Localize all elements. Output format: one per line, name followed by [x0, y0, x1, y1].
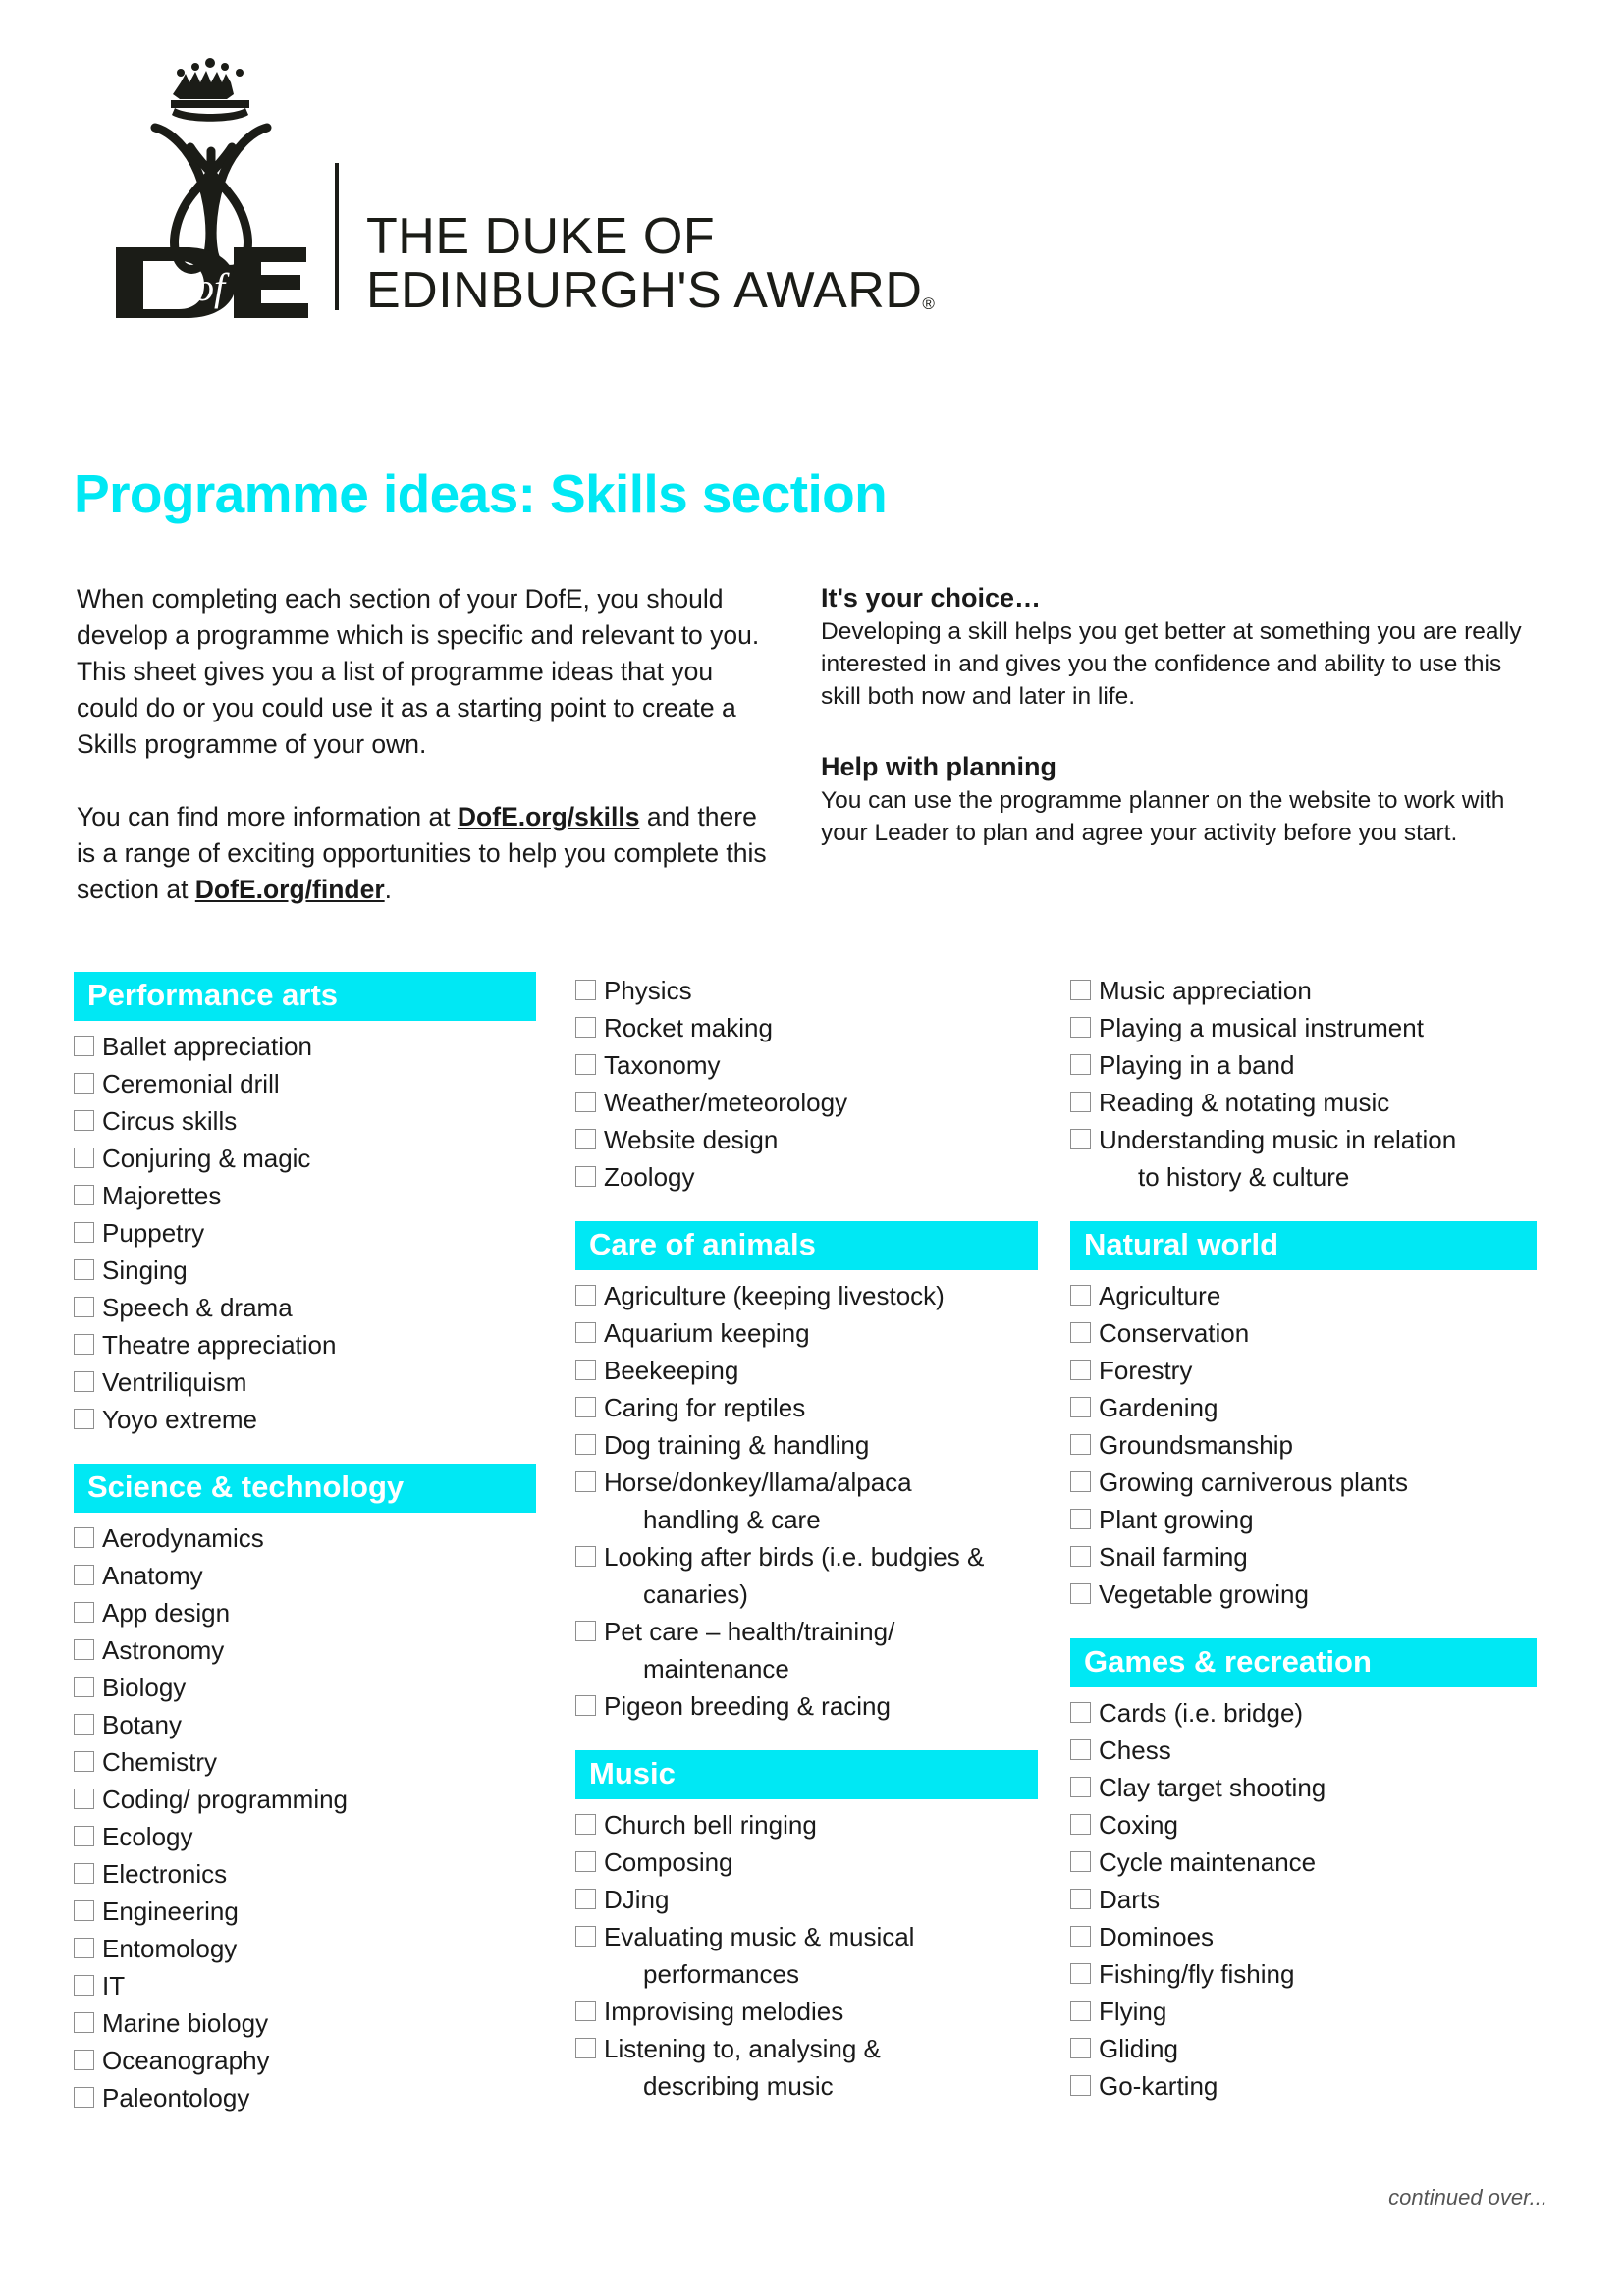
checkbox-icon[interactable]	[575, 1360, 596, 1380]
list-item[interactable]	[1070, 1084, 1551, 1121]
checkbox-icon[interactable]	[1070, 1851, 1091, 1872]
checkbox-icon[interactable]	[74, 1714, 94, 1735]
list-item[interactable]	[74, 1289, 545, 1326]
checkbox-icon[interactable]	[1070, 1322, 1091, 1343]
list-item-label: Caring for reptiles	[604, 1393, 806, 1422]
list-item-label: Improvising melodies	[604, 1997, 844, 2026]
list-science-technology-part2	[575, 972, 1056, 1196]
checkbox-icon[interactable]	[74, 1110, 94, 1131]
list-item-label: Pigeon breeding & racing	[604, 1691, 891, 1721]
checkbox-icon[interactable]	[1070, 1129, 1091, 1149]
list-item[interactable]	[74, 1631, 545, 1669]
list-item-label: Botany	[102, 1710, 182, 1739]
checkbox-icon[interactable]	[575, 1851, 596, 1872]
checkbox-icon[interactable]	[575, 1129, 596, 1149]
checkbox-icon[interactable]	[1070, 1814, 1091, 1835]
list-item-label: Fishing/fly fishing	[1099, 1959, 1295, 1989]
list-item[interactable]	[575, 1426, 1056, 1464]
list-item[interactable]	[1070, 2067, 1551, 2105]
checkbox-icon[interactable]	[74, 1639, 94, 1660]
list-games-recreation	[1070, 1694, 1551, 2105]
list-item[interactable]	[575, 1389, 1056, 1426]
list-item[interactable]	[1070, 1352, 1551, 1389]
list-item[interactable]	[74, 2079, 545, 2116]
checkbox-icon[interactable]	[1070, 1092, 1091, 1112]
checklist-column-2	[575, 972, 1056, 2105]
checkbox-icon[interactable]	[1070, 1054, 1091, 1075]
checkbox-icon[interactable]	[74, 1602, 94, 1623]
list-item-label: Engineering	[102, 1896, 239, 1926]
intro-paragraph-2	[77, 799, 774, 908]
list-item-label: Playing a musical instrument	[1099, 1013, 1424, 1042]
checkbox-icon[interactable]	[74, 1826, 94, 1846]
list-item-label: Anatomy	[102, 1561, 203, 1590]
checkbox-icon[interactable]	[1070, 1739, 1091, 1760]
checkbox-icon[interactable]	[1070, 1963, 1091, 1984]
list-item-label: Majorettes	[102, 1181, 222, 1210]
intro-left-column	[77, 581, 774, 908]
list-item[interactable]	[575, 1881, 1056, 1918]
list-item-label: Weather/meteorology	[604, 1088, 848, 1117]
list-item-label: Snail farming	[1099, 1542, 1248, 1572]
list-item-label: Gardening	[1099, 1393, 1218, 1422]
checkbox-icon[interactable]	[575, 1926, 596, 1947]
list-item[interactable]	[1070, 1732, 1551, 1769]
list-item-label: Ecology	[102, 1822, 193, 1851]
checkbox-icon[interactable]	[1070, 1889, 1091, 1909]
checkbox-icon[interactable]	[1070, 1546, 1091, 1567]
checkbox-icon[interactable]	[74, 1259, 94, 1280]
list-item[interactable]	[1070, 1843, 1551, 1881]
list-music-part1	[575, 1806, 1056, 2105]
list-item[interactable]	[575, 1009, 1056, 1046]
list-item[interactable]	[74, 1065, 545, 1102]
list-item[interactable]	[74, 1140, 545, 1177]
list-performance-arts	[74, 1028, 545, 1438]
section-gap	[575, 1725, 1056, 1750]
section-gap	[74, 1438, 545, 1464]
list-item[interactable]	[74, 1893, 545, 1930]
list-item-label: Circus skills	[102, 1106, 238, 1136]
checkbox-icon[interactable]	[74, 1789, 94, 1809]
intro-p2-middle: and there is a range of exciting opportunities to help you complete this section at	[77, 802, 767, 904]
checkbox-icon[interactable]	[74, 1900, 94, 1921]
checkbox-icon[interactable]	[575, 1322, 596, 1343]
section-heading-music: Music	[575, 1750, 1038, 1799]
checkbox-icon[interactable]	[74, 1863, 94, 1884]
list-item[interactable]	[575, 2030, 1056, 2105]
list-item-label: Zoology	[604, 1162, 695, 1192]
list-item-label: Go-karting	[1099, 2071, 1218, 2101]
list-item[interactable]	[575, 1084, 1056, 1121]
checkbox-icon[interactable]	[1070, 980, 1091, 1000]
dofe-logo	[110, 57, 935, 320]
its-your-choice-body: Developing a skill helps you get better at something you are really interested in and gives you the confidence and ability to use this skill both now and later in life.	[821, 618, 1522, 710]
intro-p2-before: You can find more information at	[77, 802, 458, 831]
list-item-label: Groundsmanship	[1099, 1430, 1293, 1460]
checkbox-icon[interactable]	[74, 1185, 94, 1205]
list-item[interactable]	[74, 1743, 545, 1781]
list-item[interactable]	[1070, 1314, 1551, 1352]
list-item-label: Forestry	[1099, 1356, 1193, 1385]
checklist-columns	[0, 972, 1624, 2248]
list-item-label: Biology	[102, 1673, 187, 1702]
list-science-technology-part1	[74, 1520, 545, 2116]
checkbox-icon[interactable]	[575, 1546, 596, 1567]
list-item-label: Paleontology	[102, 2083, 250, 2112]
list-item[interactable]	[1070, 1769, 1551, 1806]
section-heading-natural-world: Natural world	[1070, 1221, 1537, 1270]
list-item[interactable]	[575, 1046, 1056, 1084]
intro-p2-after: .	[384, 875, 393, 904]
list-item-label: IT	[102, 1971, 126, 2001]
list-item-label: Pet care – health/training/ maintenance	[604, 1617, 895, 1683]
list-item[interactable]	[1070, 1993, 1551, 2030]
list-item-label: Church bell ringing	[604, 1810, 817, 1840]
list-item[interactable]	[74, 1252, 545, 1289]
section-heading-science-technology: Science & technology	[74, 1464, 536, 1513]
list-item-label: Ballet appreciation	[102, 1032, 312, 1061]
list-item-label: Conservation	[1099, 1318, 1250, 1348]
checkbox-icon[interactable]	[74, 1371, 94, 1392]
list-item[interactable]	[575, 1277, 1056, 1314]
list-item[interactable]	[74, 1930, 545, 1967]
checkbox-icon[interactable]	[575, 1092, 596, 1112]
list-item-label: Cycle maintenance	[1099, 1847, 1317, 1877]
checkbox-icon[interactable]	[1070, 1434, 1091, 1455]
list-item[interactable]	[575, 1918, 1056, 1993]
list-item[interactable]	[1070, 1046, 1551, 1084]
checkbox-icon[interactable]	[74, 1036, 94, 1056]
list-item[interactable]	[575, 1158, 1056, 1196]
logo-line-2: EDINBURGH'S AWARD®	[366, 261, 936, 319]
checkbox-icon[interactable]	[74, 1222, 94, 1243]
list-item[interactable]	[74, 1967, 545, 2004]
checkbox-icon[interactable]	[575, 1889, 596, 1909]
list-item-label: Aerodynamics	[102, 1523, 264, 1553]
help-with-planning-block	[821, 750, 1538, 849]
list-item[interactable]	[1070, 1464, 1551, 1501]
list-item-label: Website design	[604, 1125, 779, 1154]
list-item[interactable]	[74, 1855, 545, 1893]
list-item-label: Puppetry	[102, 1218, 205, 1248]
checkbox-icon[interactable]	[1070, 1397, 1091, 1417]
list-item[interactable]	[74, 1214, 545, 1252]
checkbox-icon[interactable]	[74, 2087, 94, 2108]
checkbox-icon[interactable]	[575, 1814, 596, 1835]
list-item-label: Chess	[1099, 1735, 1171, 1765]
checkbox-icon[interactable]	[1070, 1509, 1091, 1529]
list-item[interactable]	[74, 1177, 545, 1214]
list-item-label: Looking after birds (i.e. budgies & canaries)	[604, 1542, 985, 1609]
list-item-label: Yoyo extreme	[102, 1405, 258, 1434]
list-item-label: Vegetable growing	[1099, 1579, 1309, 1609]
checkbox-icon[interactable]	[74, 1073, 94, 1094]
list-item-label: Dog training & handling	[604, 1430, 870, 1460]
checkbox-icon[interactable]	[1070, 1702, 1091, 1723]
its-your-choice-block	[821, 581, 1538, 713]
list-item[interactable]	[74, 1520, 545, 1557]
checkbox-icon[interactable]	[1070, 1471, 1091, 1492]
checkbox-icon[interactable]	[74, 1334, 94, 1355]
list-item-label: Reading & notating music	[1099, 1088, 1390, 1117]
list-item[interactable]	[1070, 1277, 1551, 1314]
logo-line-1: THE DUKE OF	[366, 207, 716, 265]
list-item[interactable]	[1070, 1538, 1551, 1575]
list-item-label: Listening to, analysing & describing music	[604, 2034, 881, 2101]
list-item-label: Agriculture	[1099, 1281, 1221, 1310]
list-item-label: Physics	[604, 976, 692, 1005]
section-heading-games-recreation: Games & recreation	[1070, 1638, 1537, 1687]
list-item[interactable]	[575, 1121, 1056, 1158]
list-item-label: Oceanography	[102, 2046, 270, 2075]
list-item[interactable]	[1070, 2030, 1551, 2067]
section-gap	[575, 1196, 1056, 1221]
intro-right-column	[821, 581, 1538, 849]
checkbox-icon[interactable]	[1070, 1777, 1091, 1797]
list-item-label: Taxonomy	[604, 1050, 721, 1080]
list-item[interactable]	[575, 1464, 1056, 1538]
list-item[interactable]	[575, 1314, 1056, 1352]
checkbox-icon[interactable]	[1070, 1583, 1091, 1604]
list-item[interactable]	[1070, 1881, 1551, 1918]
list-item-label: Dominoes	[1099, 1922, 1215, 1951]
checkbox-icon[interactable]	[74, 1751, 94, 1772]
checkbox-icon[interactable]	[74, 1409, 94, 1429]
checkbox-icon[interactable]	[1070, 1285, 1091, 1306]
help-with-planning-heading: Help with planning	[821, 752, 1056, 781]
list-item[interactable]	[74, 1028, 545, 1065]
checkbox-icon[interactable]	[575, 1397, 596, 1417]
intro-paragraph-1: When completing each section of your DofE, you should develop a programme which is specific and relevant to you. This sheet gives you a list of programme ideas that you could do or you could use it as a starting point to create a Skills programme of your own.	[77, 584, 760, 759]
list-item[interactable]	[74, 1781, 545, 1818]
checkbox-icon[interactable]	[575, 1434, 596, 1455]
list-item[interactable]	[74, 1669, 545, 1706]
list-item[interactable]	[1070, 1806, 1551, 1843]
list-item-label: Coding/ programming	[102, 1785, 349, 1814]
list-item-label: Growing carniverous plants	[1099, 1468, 1409, 1497]
its-your-choice-heading: It's your choice…	[821, 583, 1041, 613]
list-item-label: Theatre appreciation	[102, 1330, 337, 1360]
checkbox-icon[interactable]	[575, 2001, 596, 2021]
list-natural-world	[1070, 1277, 1551, 1613]
list-item[interactable]	[1070, 972, 1551, 1009]
list-item[interactable]	[575, 1538, 1056, 1613]
checklist-column-1	[74, 972, 545, 2116]
list-item-label: Plant growing	[1099, 1505, 1254, 1534]
list-item[interactable]	[1070, 1694, 1551, 1732]
list-item[interactable]	[575, 1687, 1056, 1725]
dofe-logo-mark-icon	[110, 57, 311, 320]
logo-divider	[335, 163, 339, 310]
checkbox-icon[interactable]	[1070, 1926, 1091, 1947]
list-item[interactable]	[1070, 1575, 1551, 1613]
list-item-label: Electronics	[102, 1859, 228, 1889]
link-dofe-skills[interactable]: DofE.org/skills	[457, 802, 640, 831]
list-item-label: Chemistry	[102, 1747, 218, 1777]
checkbox-icon[interactable]	[74, 1938, 94, 1958]
section-heading-care-of-animals: Care of animals	[575, 1221, 1038, 1270]
checkbox-icon[interactable]	[575, 1471, 596, 1492]
checkbox-icon[interactable]	[575, 1054, 596, 1075]
list-item-label: Composing	[604, 1847, 733, 1877]
list-item[interactable]	[74, 1326, 545, 1363]
list-care-of-animals	[575, 1277, 1056, 1725]
checkbox-icon[interactable]	[1070, 2001, 1091, 2021]
checkbox-icon[interactable]	[575, 1017, 596, 1038]
list-item[interactable]	[1070, 1121, 1551, 1196]
section-gap	[1070, 1196, 1551, 1221]
list-item-label: Playing in a band	[1099, 1050, 1295, 1080]
list-item[interactable]	[74, 1594, 545, 1631]
list-item[interactable]	[575, 1352, 1056, 1389]
checkbox-icon[interactable]	[1070, 2038, 1091, 2058]
list-item-label: Ventriliquism	[102, 1367, 247, 1397]
link-dofe-finder[interactable]: DofE.org/finder	[194, 875, 385, 904]
list-item[interactable]	[1070, 1426, 1551, 1464]
checkbox-icon[interactable]	[74, 1527, 94, 1548]
checkbox-icon[interactable]	[74, 2012, 94, 2033]
list-item[interactable]	[1070, 1955, 1551, 1993]
list-item-label: Astronomy	[102, 1635, 225, 1665]
list-item[interactable]	[575, 1993, 1056, 2030]
list-item-label: Conjuring & magic	[102, 1144, 311, 1173]
list-item[interactable]	[575, 1613, 1056, 1687]
svg-text:of: of	[194, 265, 226, 309]
list-music-part2	[1070, 972, 1551, 1196]
list-item[interactable]	[74, 2004, 545, 2042]
list-item[interactable]	[74, 1706, 545, 1743]
list-item-label: Singing	[102, 1255, 188, 1285]
list-item[interactable]	[1070, 1918, 1551, 1955]
list-item-label: Music appreciation	[1099, 976, 1312, 1005]
list-item-label: Cards (i.e. bridge)	[1099, 1698, 1304, 1728]
registered-mark-icon: ®	[922, 294, 936, 313]
list-item-label: Clay target shooting	[1099, 1773, 1326, 1802]
checkbox-icon[interactable]	[74, 1975, 94, 1996]
list-item[interactable]	[74, 1557, 545, 1594]
list-item-label: Agriculture (keeping livestock)	[604, 1281, 945, 1310]
list-item[interactable]	[74, 2042, 545, 2079]
list-item-label: Horse/donkey/llama/alpaca handling & care	[604, 1468, 912, 1534]
checkbox-icon[interactable]	[575, 1285, 596, 1306]
logo-wordmark	[366, 207, 936, 319]
list-item-label: DJing	[604, 1885, 670, 1914]
list-item-label: App design	[102, 1598, 231, 1628]
list-item[interactable]	[1070, 1009, 1551, 1046]
list-item[interactable]	[74, 1818, 545, 1855]
help-with-planning-body: You can use the programme planner on the website to work with your Leader to plan and agree your activity before you start.	[821, 787, 1505, 846]
list-item-label: Speech & drama	[102, 1293, 293, 1322]
list-item[interactable]	[1070, 1501, 1551, 1538]
list-item-label: Darts	[1099, 1885, 1161, 1914]
list-item[interactable]	[74, 1363, 545, 1401]
checkbox-icon[interactable]	[575, 980, 596, 1000]
continued-over-note: continued over...	[1388, 2185, 1547, 2210]
checkbox-icon[interactable]	[575, 1695, 596, 1716]
section-gap	[1070, 1613, 1551, 1638]
list-item[interactable]	[74, 1401, 545, 1438]
checkbox-icon[interactable]	[575, 2038, 596, 2058]
checkbox-icon[interactable]	[1070, 2075, 1091, 2096]
list-item-label: Coxing	[1099, 1810, 1178, 1840]
checkbox-icon[interactable]	[1070, 1017, 1091, 1038]
checkbox-icon[interactable]	[1070, 1360, 1091, 1380]
list-item-label: Gliding	[1099, 2034, 1178, 2063]
page-title: Programme ideas: Skills section	[74, 462, 888, 524]
checkbox-icon[interactable]	[74, 1677, 94, 1697]
list-item-label: Understanding music in relation to history & culture	[1099, 1125, 1457, 1192]
list-item[interactable]	[74, 1102, 545, 1140]
checkbox-icon[interactable]	[74, 2050, 94, 2070]
checkbox-icon[interactable]	[74, 1565, 94, 1585]
checkbox-icon[interactable]	[74, 1148, 94, 1168]
list-item[interactable]	[575, 1843, 1056, 1881]
list-item-label: Rocket making	[604, 1013, 773, 1042]
list-item-label: Entomology	[102, 1934, 238, 1963]
list-item-label: Flying	[1099, 1997, 1167, 2026]
list-item-label: Evaluating music & musical performances	[604, 1922, 915, 1989]
list-item[interactable]	[1070, 1389, 1551, 1426]
checkbox-icon[interactable]	[74, 1297, 94, 1317]
checklist-column-3	[1070, 972, 1551, 2105]
checkbox-icon[interactable]	[575, 1621, 596, 1641]
list-item-label: Marine biology	[102, 2008, 269, 2038]
list-item-label: Beekeeping	[604, 1356, 739, 1385]
list-item-label: Ceremonial drill	[102, 1069, 280, 1098]
checkbox-icon[interactable]	[575, 1166, 596, 1187]
section-heading-performance-arts: Performance arts	[74, 972, 536, 1021]
list-item-label: Aquarium keeping	[604, 1318, 810, 1348]
list-item[interactable]	[575, 972, 1056, 1009]
list-item[interactable]	[575, 1806, 1056, 1843]
